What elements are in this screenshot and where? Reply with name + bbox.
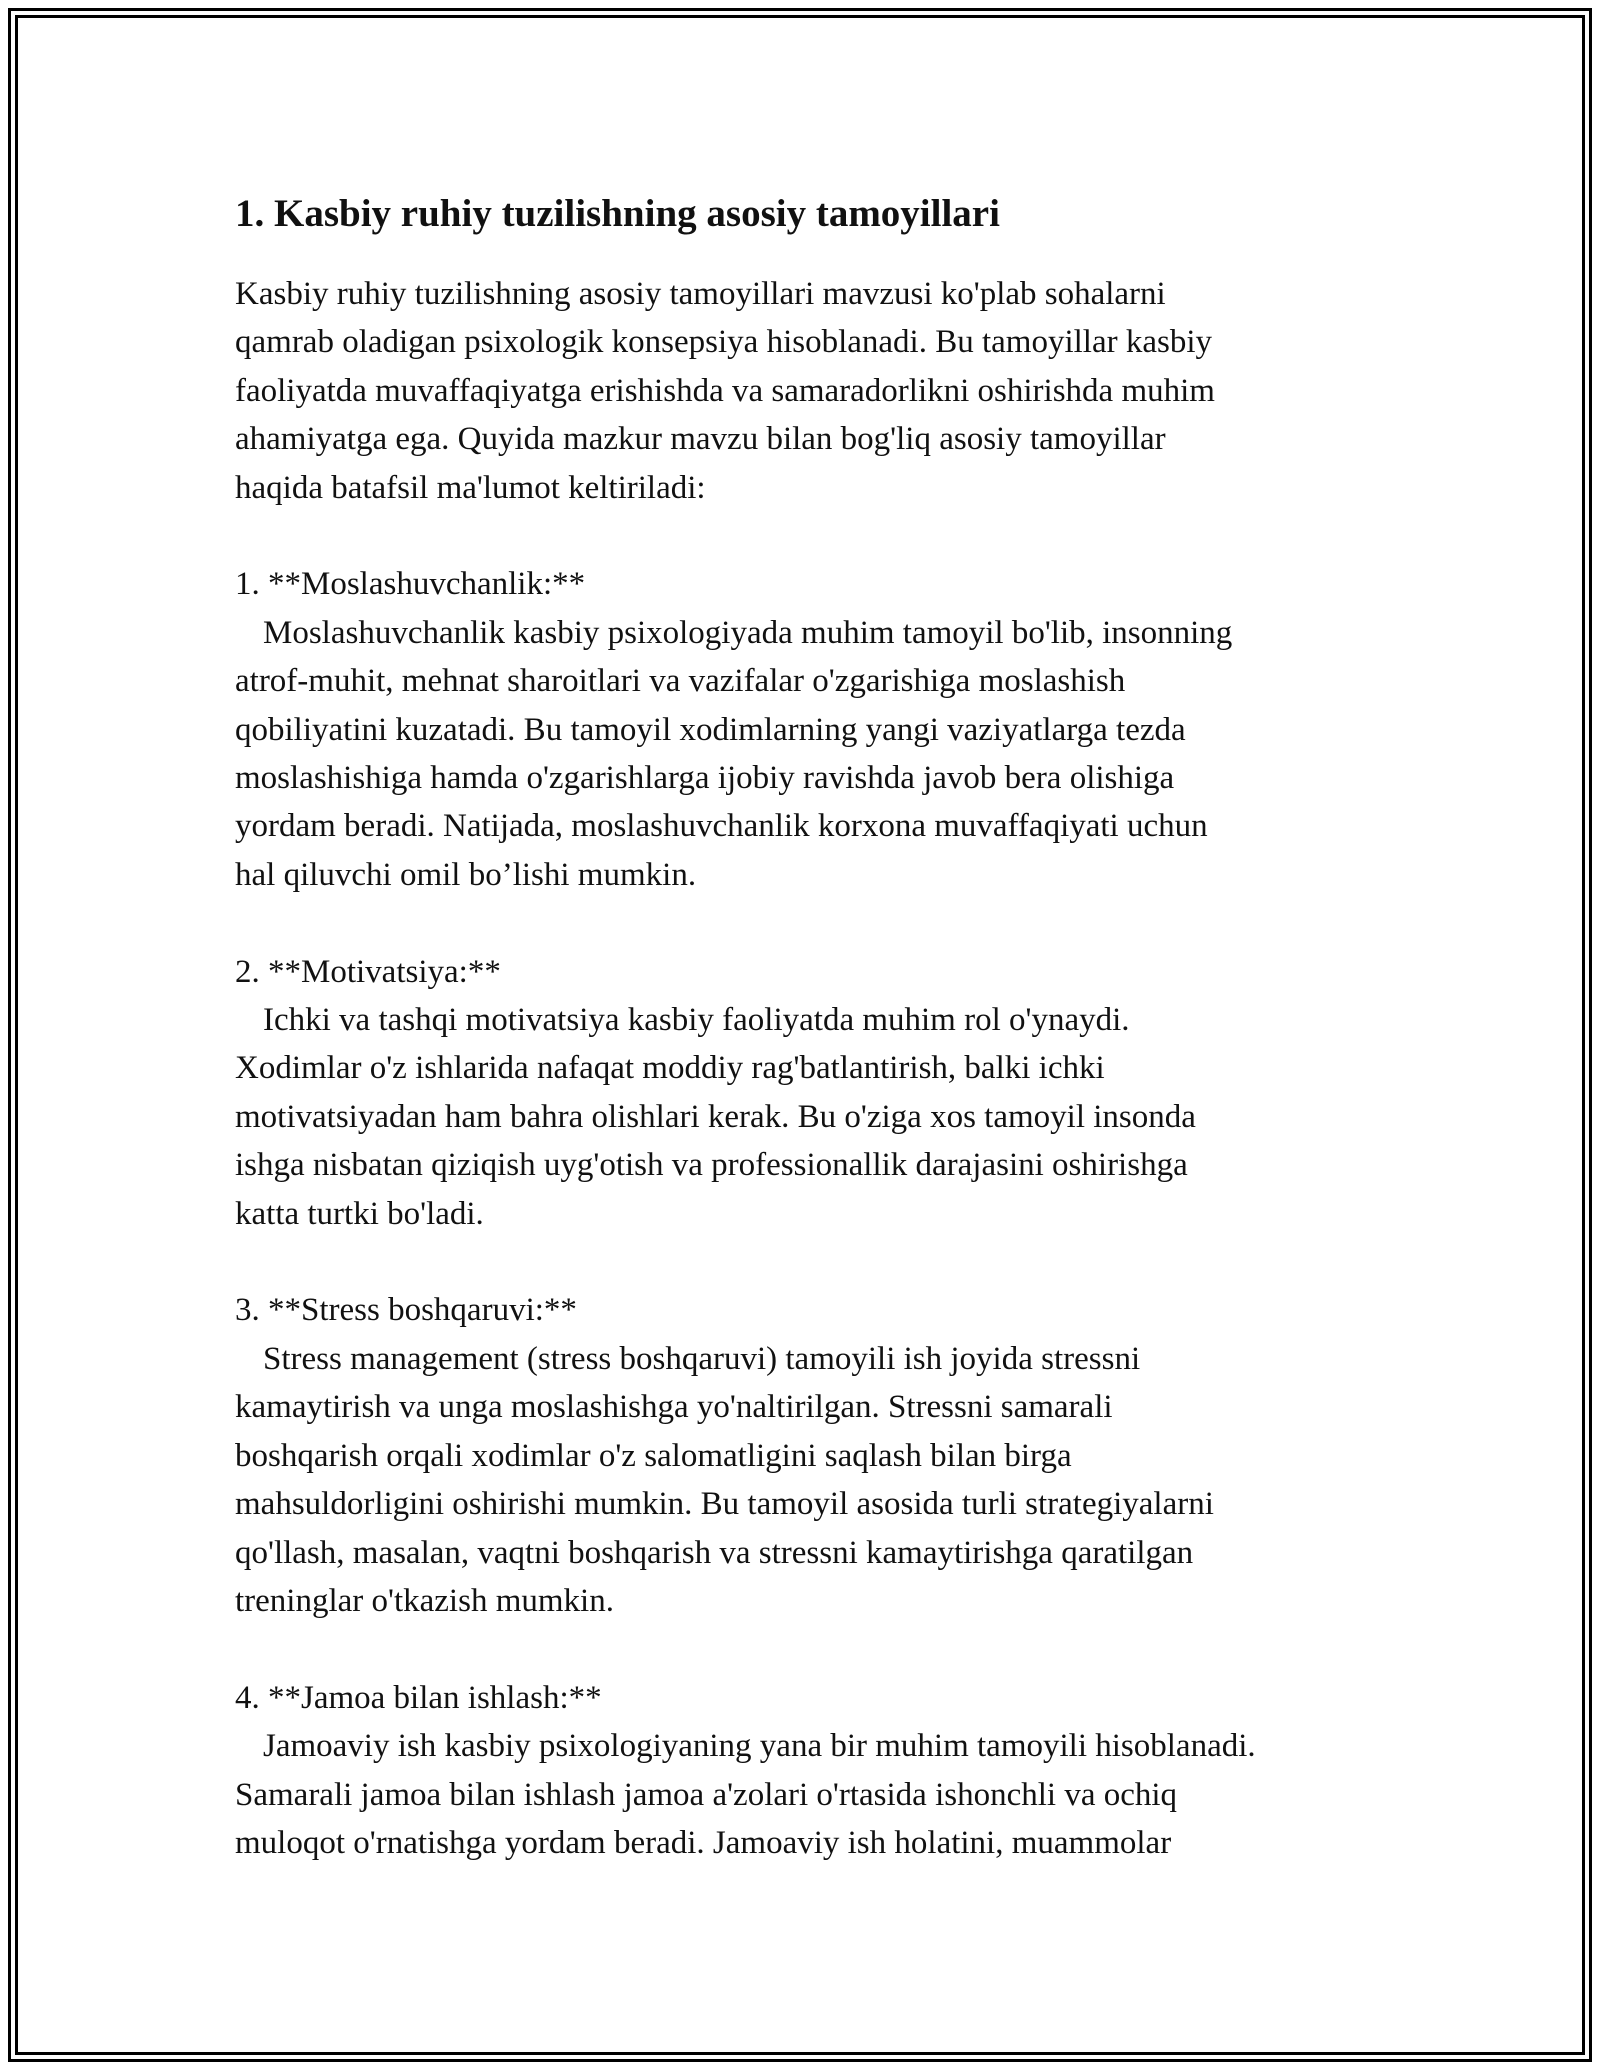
document-title: 1. Kasbiy ruhiy tuzilishning asosiy tamoyillari bbox=[235, 192, 1000, 235]
section-heading-motivatsiya: 2. **Motivatsiya:** bbox=[235, 953, 501, 990]
document-body bbox=[235, 186, 1395, 1867]
paragraph-gap bbox=[235, 899, 1395, 947]
section-heading-moslashuvchanlik: 1. **Moslashuvchanlik:** bbox=[235, 566, 586, 603]
section-body-text: Moslashuvchanlik kasbiy psixologiyada muhim tamoyil bo'lib, insonning atrof-muhit, mehnat sharoitlari va vazifalar o'zgarishiga moslashish qobiliyatini kuzatadi. Bu tamoyil xodimlarning yangi vaziyatlarga tezda moslashishiga hamda o'zgarishlarga ijobiy ravishda javob bera olishiga yordam beradi. Natijada, moslashuvchanlik korxona muvaffaqiyati uchun hal qiluvchi omil bo’lishi mumkin. bbox=[235, 614, 1233, 893]
section-body-text: Ichki va tashqi motivatsiya kasbiy faoliyatda muhim rol o'ynaydi. Xodimlar o'z ishlarida nafaqat moddiy rag'batlantirish, balki ichki motivatsiyadan ham bahra olishlari kerak. Bu o'ziga xos tamoyil insonda ishga nisbatan qiziqish uyg'otish va professionallik darajasini oshirishga katta turtki bo'ladi. bbox=[235, 1002, 1196, 1232]
section-body-motivatsiya bbox=[235, 996, 1395, 1238]
paragraph-gap bbox=[235, 512, 1395, 560]
intro-paragraph: Kasbiy ruhiy tuzilishning asosiy tamoyillari mavzusi ko'plab sohalarni qamrab oladigan psixologik konsepsiya hisoblanadi. Bu tamoyillar kasbiy faoliyatda muvaffaqiyatga erishishda va samaradorlikni oshirishda muhim ahamiyatga ega. Quyida mazkur mavzu bilan bog'liq asosiy tamoyillar haqida batafsil ma'lumot keltiriladi: bbox=[235, 276, 1215, 506]
section-heading-jamoa-bilan-ishlash: 4. **Jamoa bilan ishlash:** bbox=[235, 1679, 602, 1716]
section-heading-stress-boshqaruvi: 3. **Stress boshqaruvi:** bbox=[235, 1292, 577, 1329]
section-body-text: Jamoaviy ish kasbiy psixologiyaning yana bir muhim tamoyili hisoblanadi. Samarali jamoa bilan ishlash jamoa a'zolari o'rtasida ishonchli va ochiq muloqot o'rnatishga yordam beradi. Jamoaviy ish holatini, muammolar bbox=[235, 1728, 1256, 1861]
paragraph-gap bbox=[235, 1625, 1395, 1673]
section-body-stress-boshqaruvi bbox=[235, 1335, 1395, 1625]
section-body-text: Stress management (stress boshqaruvi) tamoyili ish joyida stressni kamaytirish va unga moslashishga yo'naltirilgan. Stressni samarali boshqarish orqali xodimlar o'z salomatligini saqlash bilan birga mahsuldorligini oshirishi mumkin. Bu tamoyil asosida turli strategiyalarni qo'llash, masalan, vaqtni boshqarish va stressni kamaytirishga qaratilgan treninglar o'tkazish mumkin. bbox=[235, 1340, 1214, 1619]
section-body-moslashuvchanlik bbox=[235, 609, 1395, 899]
paragraph-gap bbox=[235, 1238, 1395, 1286]
section-body-jamoa-bilan-ishlash bbox=[235, 1722, 1395, 1867]
